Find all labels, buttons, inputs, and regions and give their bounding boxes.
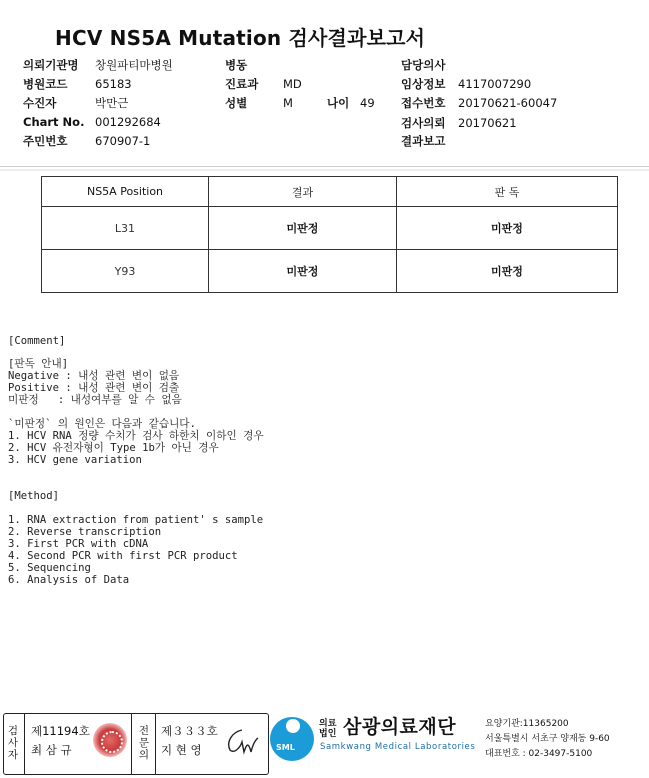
hospital-code-value: 65183	[95, 77, 132, 91]
method-step: 3. First PCR with cDNA	[8, 538, 149, 550]
divider	[24, 714, 25, 774]
age-value: 49	[360, 96, 375, 110]
patient-label: 수진자	[23, 96, 57, 110]
doctor-label: 담당의사	[401, 58, 446, 72]
cause-item: 3. HCV gene variation	[8, 454, 142, 466]
request-value: 20170621	[458, 116, 517, 130]
report-label: 결과보고	[401, 134, 446, 148]
examiner-license-no: 제11194호	[31, 724, 90, 738]
department-field	[225, 76, 302, 92]
chart-field	[23, 115, 161, 129]
table-row	[42, 207, 618, 250]
position-cell: Y93	[42, 250, 209, 293]
guide-heading: [판독 안내]	[8, 358, 69, 370]
column-header-position: NS5A Position	[42, 177, 209, 207]
sex-value: M	[283, 96, 293, 110]
ward-field	[225, 57, 283, 73]
comment-heading: [Comment]	[8, 335, 66, 347]
clinical-info-field	[401, 76, 531, 92]
doctor-field	[401, 57, 458, 73]
interpretation-cell: 미판정	[397, 250, 618, 293]
receipt-label: 접수번호	[401, 96, 446, 110]
results-table	[41, 176, 618, 293]
hospital-code-label: 병원코드	[23, 77, 68, 91]
sex-field	[225, 95, 293, 111]
specialist-label: 전문의	[138, 725, 150, 761]
corp-address: 서울특별시 서초구 양재동 9-60	[485, 734, 610, 744]
examiner-name: 최 삼 규	[31, 743, 72, 757]
department-label: 진료과	[225, 77, 259, 91]
id-value: 670907-1	[95, 134, 151, 148]
table-header-row	[42, 177, 618, 207]
hospital-code-field	[23, 76, 132, 92]
table-row	[42, 250, 618, 293]
corp-phone: 대표번호 : 02-3497-5100	[485, 749, 593, 759]
request-field	[401, 115, 517, 131]
divider	[155, 714, 156, 774]
patient-field	[23, 95, 128, 111]
examiner-seal	[93, 723, 127, 757]
institution-label: 의뢰기관명	[23, 58, 79, 72]
specialist-license-no: 제３３３호	[161, 724, 218, 738]
guide-line-undetermined: 미판정 : 내성여부를 알 수 없음	[8, 394, 182, 406]
receipt-field	[401, 95, 557, 111]
chart-label: Chart No.	[23, 115, 85, 129]
clinical-info-label: 임상정보	[401, 77, 446, 91]
header-divider	[0, 166, 649, 167]
specialist-name: 지 현 영	[161, 743, 202, 757]
institution-value: 창원파티마병원	[95, 58, 173, 72]
method-step: 6. Analysis of Data	[8, 574, 130, 586]
header-divider-shadow	[0, 169, 649, 171]
chart-value: 001292684	[95, 115, 161, 129]
age-label: 나이	[327, 96, 350, 110]
agency-code: 요양기관:11365200	[485, 719, 569, 729]
cause-intro: `미판정` 의 원인은 다음과 같습니다.	[8, 418, 196, 430]
patient-value: 박만근	[95, 96, 129, 110]
corp-type: 의료 법인	[319, 719, 337, 739]
corp-english-name: Samkwang Medical Laboratories	[320, 742, 476, 752]
report-field	[401, 133, 458, 149]
interpretation-cell: 미판정	[397, 207, 618, 250]
guide-line-positive: Positive : 내성 관련 변이 검출	[8, 382, 180, 394]
receipt-value: 20170621-60047	[458, 96, 558, 110]
corp-name: 삼광의료재단	[343, 716, 457, 738]
position-cell: L31	[42, 207, 209, 250]
age-field	[327, 95, 375, 111]
cause-item: 1. HCV RNA 정량 수치가 검사 하한치 이하인 경우	[8, 430, 264, 442]
column-header-result: 결과	[209, 177, 397, 207]
logo-text: SML	[276, 743, 295, 752]
clinical-info-value: 4117007290	[458, 77, 532, 91]
institution-field	[23, 57, 173, 73]
result-cell: 미판정	[209, 207, 397, 250]
guide-line-negative: Negative : 내성 관련 변이 없음	[8, 370, 180, 382]
id-field	[23, 133, 150, 149]
method-step: 1. RNA extraction from patient' s sample	[8, 514, 264, 526]
method-heading: [Method]	[8, 490, 60, 502]
ward-label: 병동	[225, 58, 248, 72]
method-step: 2. Reverse transcription	[8, 526, 162, 538]
method-step: 5. Sequencing	[8, 562, 91, 574]
department-value: MD	[283, 77, 302, 91]
id-label: 주민번호	[23, 134, 68, 148]
request-label: 검사의뢰	[401, 116, 446, 130]
examiner-label: 검사자	[7, 725, 19, 761]
method-step: 4. Second PCR with first PCR product	[8, 550, 238, 562]
logo-head-shape	[286, 719, 300, 733]
report-title: HCV NS5A Mutation 검사결과보고서	[55, 26, 426, 50]
specialist-signature	[222, 726, 260, 756]
sex-label: 성별	[225, 96, 248, 110]
column-header-interpretation: 판 독	[397, 177, 618, 207]
divider	[131, 714, 132, 774]
sml-logo-icon	[270, 717, 314, 761]
cause-item: 2. HCV 유전자형이 Type 1b가 아닌 경우	[8, 442, 219, 454]
result-cell: 미판정	[209, 250, 397, 293]
